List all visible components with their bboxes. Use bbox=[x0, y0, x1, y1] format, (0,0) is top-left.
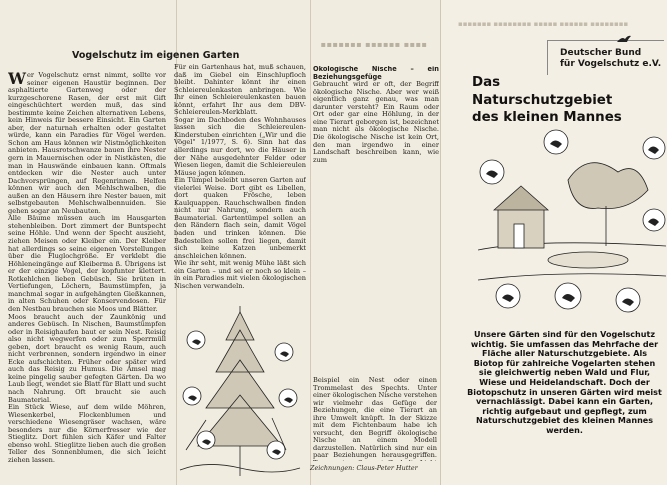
garden-illustration bbox=[478, 120, 666, 320]
article-heading: Vogelschutz im eigenen Garten bbox=[72, 50, 240, 61]
cover-intro: Unsere Gärten sind für den Vogelschutz wichtig. Sie umfassen das Mehrfache der Fläche aller Naturschutzgebiete. Als Biotop für zahlreiche Vogelarten stehen sie gleichwertig neben Wald und Flur, Wiese und Heidelandschaft. Doch der Biotopschutz in unseren Gärten wird meist vernachlässigt. Dabei kann ein Garten, richtig aufgebaut und gepflegt, zum Naturschutzgebiet des kleinen Mannes werden. bbox=[467, 330, 662, 435]
drop-cap: W bbox=[8, 72, 26, 88]
paragraph: Ein Tümpel beleibt unseren Garten auf vielerlei Weise. Dort gibt es Libellen, dort quaken Frösche, leben Kaulquappen. Rauchschwalben finden nicht nur Nahrung, sondern auch Baumaterial. Gartentümpel sollen an den Rändern flach sein, damit Vögel baden und trinken können. Die Badestellen sollen frei liegen, damit sich keine Katzen unbemerkt anschleichen können. bbox=[174, 176, 306, 260]
article-column-3-bottom bbox=[313, 377, 437, 461]
paragraph: Wer Vogelschutz ernst nimmt, sollte vor seiner eigenen Haustür beginnen. Der asphaltierte Gartenweg oder der kurzgeschorene Rasen, der erst mit Gift eingeschüchtert werden muß, das sind bestimmte keine Zeichen alternativen Lebens, kein Hinweis für bessere Einsicht. Ein Garten aber, der naturnah erhalten oder gestaltet würde, kann ein Paradies für Vögel werden. Schon am Haus können wir Nistmöglichkeiten anbieten. Hausrotschwanze bauen ihre Nester gern in Mauernischen oder in Nistkästen, die man in Hauswände einbauen kann. Oftmals entdecken wir die Nester auch unter Dachvorsprüngen, auf Regenrinnen. Helfen können wir auch den Mehlschwalben, die außen an den Häusern ihre Nester bauen, mit selbstgebauten Mehlschwalbennuiden. Sie gehen sogar an Neubauten. bbox=[8, 72, 166, 215]
paragraph: Ein Stück Wiese, auf dem wilde Möhren, Wiesenkerbel, Flockenblumen und verschiedene Wiesengräser wachsen, wäre besonders nur die Körnerfresser wie der Stieglitz. Dort fühlen sich Käfer und Falter ebenso wohl. Stieglitze lieben auch die großen Teller des Sonnenblumen, die sich leicht ziehen lassen. bbox=[8, 403, 166, 464]
paragraph: Gebraucht wird er oft, der Begriff ökologische Nische. Aber wer weiß eigentlich ganz genau, was man darunter versteht? Ein Raum oder Ort oder gar eine Höhlung, in der eine Tierart geborgen ist, bezeichnet man nicht als ökologische Nische. Die ökologische Nische ist kein Ort, den man irgendwo in einer Landschaft beschreiben kann, wie zum bbox=[313, 80, 439, 164]
article-column-3 bbox=[313, 66, 439, 174]
paragraph: Sogar im Dachboden des Wohnhauses lassen sich die Schleiereulen-Kinderstuben einrichten („Wir und die Vögel" 1/1977, S. 6). Sinn hat das allerdings nur dort, wo die Häuser in der Nähe ausgedehnter Felder oder Wiesen liegen, damit die Schleiereulen Mäuse jagen können. bbox=[174, 115, 306, 177]
paragraph: Beispiel ein Nest oder einen Trommelast des Spechts. Unter einer ökologischen Nische verstehen wir vielmehr das Gefüge der Beziehungen, die eine Tierart an ihre Umwelt knüpft. In der Skizze mit dem Fichtenbaum habe ich versucht, den Begriff ökologische Nische an einem Modell darzustellen. Natürlich sind nur ein paar Beziehungen herausgegriffen. bbox=[313, 377, 437, 460]
show-through-text: ▪▪▪▪ ▪▪▪▪▪▪ ▪▪▪▪▪▪▪ bbox=[320, 40, 427, 49]
illustration-credit: Zeichnungen: Claus-Peter Hutter bbox=[310, 464, 418, 472]
paragraph: Für ein Gartenhaus hat, muß schauen, daß im Giebel ein Einschlupfloch bleibt. Dahinter könnt ihr einen Schleiereulenkasten anbringen. Wie Ihr einen Schleiereulenkasten bauen könnt, erfahrt Ihr aus dem DBV-Schleiereulen-Merkblatt. bbox=[174, 64, 306, 117]
article-column-1 bbox=[8, 72, 166, 478]
sidebar-subhead: Ökologische Nische – ein Beziehungsgefüge bbox=[313, 66, 439, 81]
cover-title: Das Naturschutzgebiet des kleinen Mannes bbox=[472, 75, 622, 125]
paragraph: Wie ihr seht, mit wenig Mühe läßt sich ein Garten – und sei er noch so klein – in ein Paradies mit vielen ökologischen Nischen verwandeln. bbox=[174, 259, 306, 290]
show-through-text: ▪▪▪▪▪▪▪ ▪▪▪▪▪▪▪▪ ▪▪▪▪▪ ▪▪▪▪▪▪ ▪▪▪▪▪▪▪▪ bbox=[458, 20, 629, 28]
spruce-tree-illustration bbox=[176, 300, 304, 476]
paragraph: Moos braucht auch der Zaunkönig und anderes Gebüsch. In Nischen, Baumstümpfen oder in Reisighaufen baut er sein Nest. Reisig also nicht wegwerfen oder zum Sperrmüll geben, dort braucht es wenig Raum, auch nicht verbrennen, sondern irgendwo in einer Ecke aufschichten. Früher oder später wird auch das Reisig zu Humus. Die Amsel mag keine pingelig sauber gefegten Gärten. Da wo Laub liegt, wendet sie Blatt für Blatt und sucht nach Nahrung. Oft braucht sie auch Baumaterial. bbox=[8, 312, 166, 404]
article-column-2 bbox=[174, 64, 306, 300]
paragraph: Alle Bäume müssen auch im Hausgarten stehenbleiben. Dort zimmert der Buntspecht seine Höhle. Und wenn der Specht auszieht, ziehen Meisen oder Kleiber ein. Der Kleiber hat allerdings so seine eigenen Vorstellungen über die Fluglochgröße. Er verklebt die Höhleneingänge auf Kleiberma ß. Übrigens ist er der einzige Vogel, der kopfunter klettert. Rotkehlchen lieben Gebüsch. Sie brüten in Vertiefungen, Löchern, Baumstümpfen, ja manchmal sogar in aufgehängten Gießkannen, in alten Schuhen oder Konservendosen. Für den Nestbau brauchen sie Moos und Blätter. bbox=[8, 214, 166, 313]
fold-line bbox=[310, 0, 311, 485]
bird-logo-icon bbox=[616, 34, 632, 46]
brand-name: Deutscher Bund für Vogelschutz e.V. bbox=[560, 48, 662, 69]
